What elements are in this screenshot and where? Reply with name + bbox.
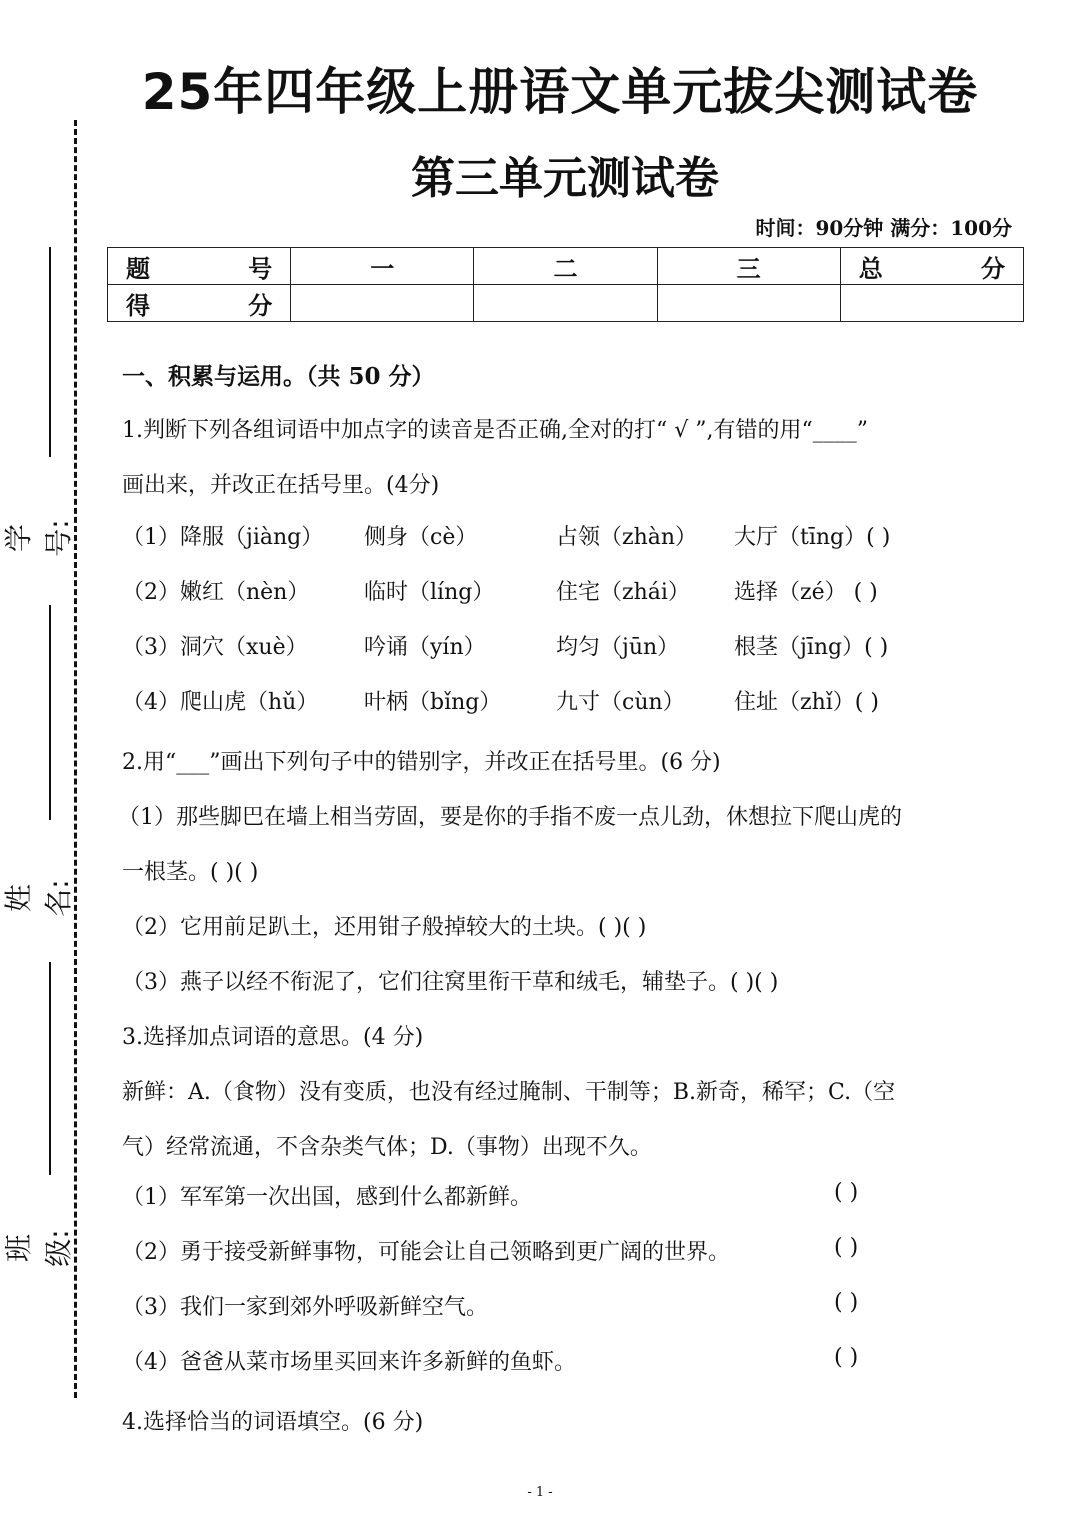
class-label: 班级:: [2, 1229, 75, 1267]
q1-item: 住址（zhǐ）( ): [734, 690, 879, 715]
q3-definition-cont: 气）经常流通，不含杂类气体；D.（事物）出现不久。: [122, 1135, 652, 1160]
score-table-cell: [840, 248, 1023, 285]
q1-item: （3）洞穴（xuè）: [122, 635, 308, 660]
q4-instruction: 4.选择恰当的词语填空。(6 分): [122, 1410, 424, 1435]
score-table-cell: [108, 285, 291, 322]
q3-instruction: 3.选择加点词语的意思。(4 分): [122, 1025, 424, 1050]
score-table-cell: 三: [657, 248, 840, 285]
q1-item: 占领（zhàn）: [556, 525, 698, 550]
q1-instruction-cont: 画出来，并改正在括号里。(4分): [122, 473, 440, 498]
time-info: 时间：90分钟 满分：100分: [755, 216, 1012, 240]
cell-text: 总: [858, 253, 883, 283]
score-table-cell: 一: [291, 248, 474, 285]
page-title: 25年四年级上册语文单元拔尖测试卷: [141, 63, 979, 121]
q1-item: （2）嫩红（nèn）: [122, 580, 310, 605]
q1-item: （4）爬山虎（hǔ）: [122, 690, 319, 715]
score-table-header-row: [108, 248, 1024, 285]
score-input-cell[interactable]: [291, 285, 474, 322]
answer-parentheses[interactable]: ( ): [834, 1290, 859, 1315]
name-label: 姓名:: [2, 879, 75, 917]
q2-instruction: 2.用“___”画出下列句子中的错别字，并改正在括号里。(6 分): [122, 750, 721, 775]
section-heading: 一、积累与运用。（共 50 分）: [122, 363, 435, 390]
q1-item: 根茎（jīng）( ): [734, 635, 889, 660]
q1-item: 侧身（cè）: [364, 525, 478, 550]
q1-item: 均匀（jūn）: [556, 635, 680, 660]
page-number: - 1 -: [527, 1485, 553, 1500]
q3-definition: 新鲜：A.（食物）没有变质，也没有经过腌制、干制等；B.新奇，稀罕；C.（空: [122, 1080, 896, 1105]
cell-text: 得: [126, 290, 150, 320]
score-table-score-row: [108, 285, 1024, 322]
score-input-cell[interactable]: [657, 285, 840, 322]
q3-item: （2）勇于接受新鲜事物，可能会让自己领略到更广阔的世界。: [122, 1240, 730, 1265]
student-id-label: 学号:: [2, 519, 75, 557]
q2-sentence: （2）它用前足趴土，还用钳子般掉较大的土块。( )( ): [122, 915, 647, 940]
q2-sentence: （3）燕子以经不衔泥了，它们往窝里衔干草和绒毛，辅垫子。( )( ): [122, 970, 779, 995]
q2-sentence: （1）那些脚巴在墙上相当劳固，要是你的手指不废一点儿劲，休想拉下爬山虎的: [118, 805, 902, 830]
q1-item: 住宅（zhái）: [556, 580, 690, 605]
q1-item: 叶柄（bǐng）: [364, 690, 502, 715]
q1-item: 临时（líng）: [364, 580, 495, 605]
q3-item: （3）我们一家到郊外呼吸新鲜空气。: [122, 1295, 488, 1320]
page-subtitle: 第三单元测试卷: [411, 153, 719, 204]
score-input-cell[interactable]: [474, 285, 657, 322]
cell-text: 题: [126, 253, 150, 283]
score-input-cell[interactable]: [840, 285, 1023, 322]
cell-text: 分: [248, 290, 273, 320]
student-id-write-line: [49, 247, 51, 457]
q1-item: 选择（zé） ( ): [734, 580, 878, 605]
binding-dashed-line: [74, 120, 77, 1398]
score-table-cell: [108, 248, 291, 285]
answer-parentheses[interactable]: ( ): [834, 1345, 859, 1370]
cell-text: 号: [248, 253, 273, 283]
q1-item: 吟诵（yín）: [364, 635, 486, 660]
q1-instruction: 1.判断下列各组词语中加点字的读音是否正确,全对的打“ √ ”,有错的用“____”: [122, 418, 868, 443]
answer-parentheses[interactable]: ( ): [834, 1180, 859, 1205]
q2-sentence-cont: 一根茎。( )( ): [122, 860, 259, 885]
score-table: [107, 247, 1024, 322]
cell-text: 分: [981, 253, 1005, 283]
score-table-cell: 二: [474, 248, 657, 285]
q3-item: （1）军军第一次出国，感到什么都新鲜。: [122, 1185, 532, 1210]
q1-item: 九寸（cùn）: [556, 690, 685, 715]
class-write-line: [49, 962, 51, 1175]
name-write-line: [49, 605, 51, 820]
q3-item: （4）爸爸从菜市场里买回来许多新鲜的鱼虾。: [122, 1350, 576, 1375]
q1-item: （1）降服（jiàng）: [122, 525, 324, 550]
q1-item: 大厅（tīng）( ): [734, 525, 891, 550]
answer-parentheses[interactable]: ( ): [834, 1235, 859, 1260]
